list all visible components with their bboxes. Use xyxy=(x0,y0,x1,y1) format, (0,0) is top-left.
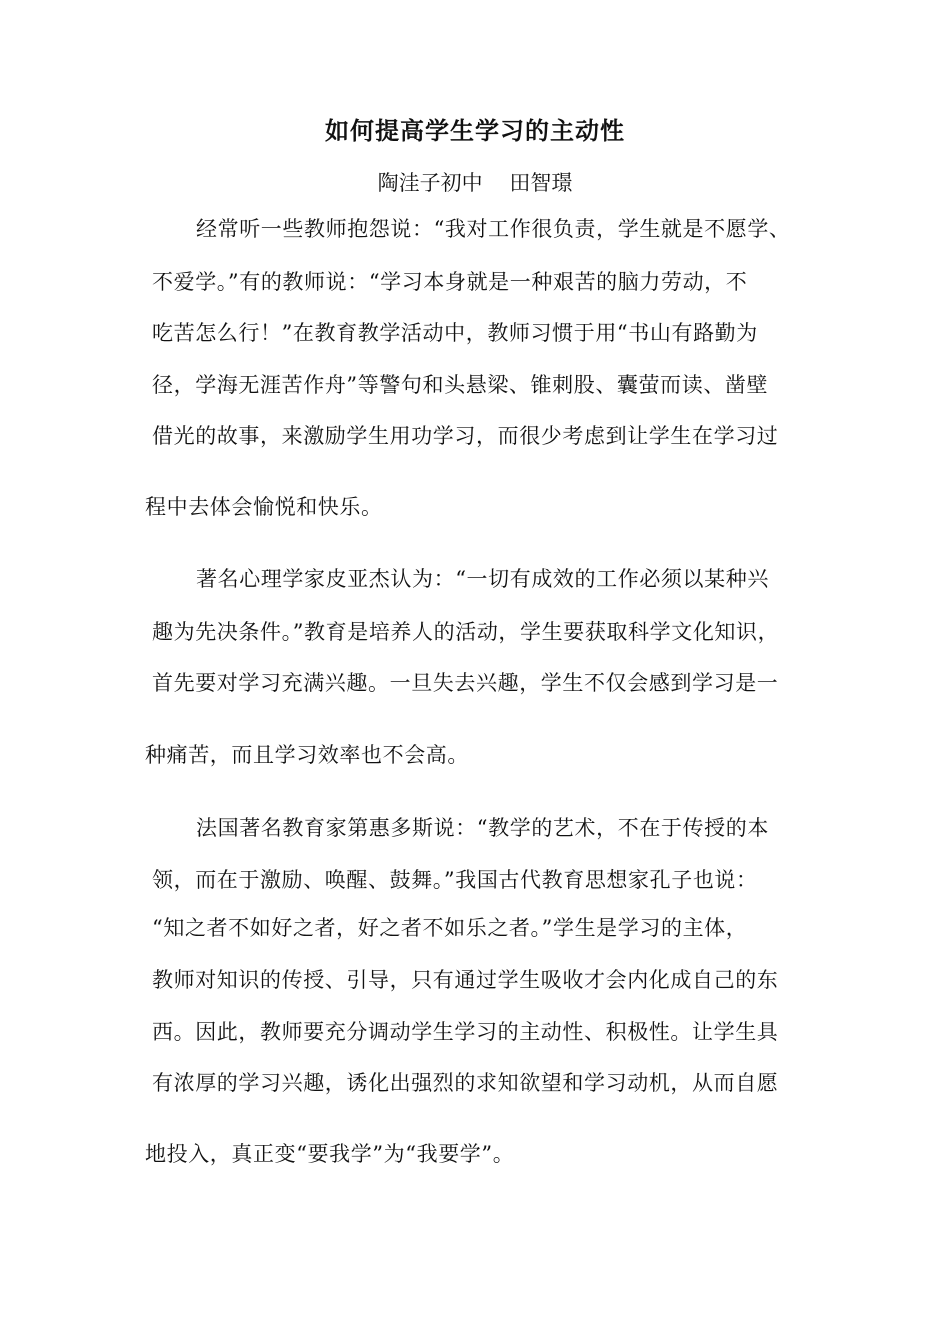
paragraph-1-line-2: 不爱学。”有的教师说：“学习本身就是一种艰苦的脑力劳动，不 xyxy=(152,270,748,294)
paragraph-3-line-7: 地投入，真正变“要我学”为“我要学”。 xyxy=(145,1142,515,1166)
document-author: 陶洼子初中 田智璟 xyxy=(377,171,573,195)
paragraph-2-line-1: 著名心理学家皮亚杰认为：“一切有成效的工作必须以某种兴 xyxy=(196,567,769,591)
paragraph-2-line-4: 种痛苦，而且学习效率也不会高。 xyxy=(145,743,469,767)
paragraph-1-line-6: 程中去体会愉悦和快乐。 xyxy=(145,495,383,519)
paragraph-3-line-6: 有浓厚的学习兴趣，诱化出强烈的求知欲望和学习动机，从而自愿 xyxy=(152,1071,779,1095)
paragraph-2-line-2: 趣为先决条件。”教育是培养人的活动，学生要获取科学文化知识， xyxy=(152,620,780,644)
paragraph-1-line-5: 借光的故事，来激励学生用功学习，而很少考虑到让学生在学习过 xyxy=(152,424,779,448)
paragraph-3-line-2: 领，而在于激励、唤醒、鼓舞。”我国古代教育思想家孔子也说： xyxy=(152,868,758,892)
paragraph-3-line-1: 法国著名教育家第惠多斯说：“教学的艺术，不在于传授的本 xyxy=(196,816,769,840)
paragraph-1-line-3: 吃苦怎么行！”在教育教学活动中，教师习惯于用“书山有路勤为 xyxy=(152,321,758,345)
document-title: 如何提高学生学习的主动性 xyxy=(325,116,625,145)
paragraph-3-line-5: 西。因此，教师要充分调动学生学习的主动性、积极性。让学生具 xyxy=(152,1020,779,1044)
paragraph-3-line-4: 教师对知识的传授、引导，只有通过学生吸收才会内化成自己的东 xyxy=(152,968,779,992)
paragraph-2-line-3: 首先要对学习充满兴趣。一旦失去兴趣，学生不仅会感到学习是一 xyxy=(152,671,779,695)
paragraph-1-line-4: 径，学海无涯苦作舟”等警句和头悬梁、锥刺股、囊萤而读、凿壁 xyxy=(152,373,769,397)
paragraph-3-line-3: “知之者不如好之者，好之者不如乐之者。”学生是学习的主体， xyxy=(152,916,748,940)
paragraph-1-line-1: 经常听一些教师抱怨说：“我对工作很负责，学生就是不愿学、 xyxy=(196,217,791,241)
